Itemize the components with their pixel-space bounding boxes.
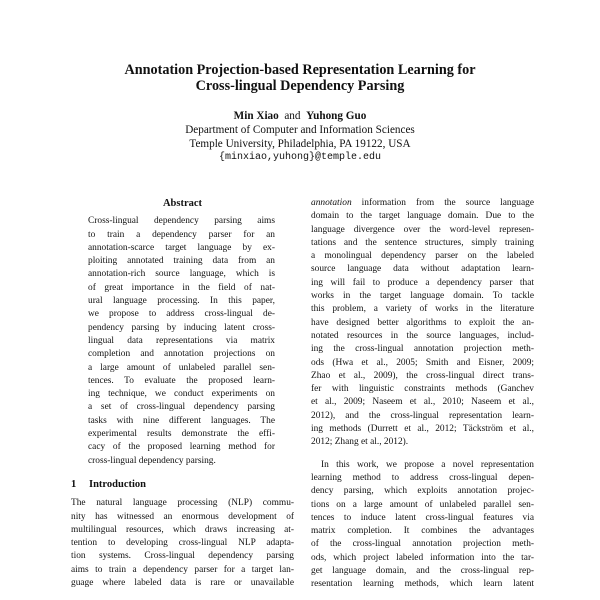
right-line: tences to induce latent cross-lingual features via — [311, 512, 534, 523]
right-line: dency parsing, which exploits annotation projec- — [311, 486, 534, 497]
abstract-line: Cross-lingual dependency parsing aims — [88, 216, 275, 227]
right-line: learning method to address cross-lingual depen- — [311, 472, 534, 483]
author-email: {minxiao,yuhong}@temple.edu — [218, 152, 382, 163]
right-line: tations and the sentence structures, simply training — [311, 237, 534, 248]
intro-line: tention to developing cross-lingual NLP adapta- — [71, 538, 294, 549]
abstract-line: ural language processing. In this paper, — [88, 296, 275, 307]
abstract-line: annotation-scarce target language by ex- — [88, 242, 275, 253]
abstract-line: completion and annotation projections on — [88, 349, 275, 360]
affiliation-university: Temple University, Philadelphia, PA 19122, USA — [189, 138, 411, 150]
intro-line: nity has witnessed an enormous development of — [71, 511, 294, 522]
right-line: ing the cross-lingual annotation projection meth- — [311, 344, 534, 355]
introduction-paragraph — [71, 497, 294, 590]
right-line: notated resources in the source languages, includ- — [311, 330, 534, 341]
author-block — [0, 109, 600, 165]
abstract-line: to train a dependency parser for an — [88, 229, 275, 240]
right-line: works in the target language domain. To tackle — [311, 291, 534, 302]
author-and: and — [284, 110, 301, 122]
right-line: a monolingual dependency parser on the labeled — [311, 251, 534, 262]
right-line: have designed better algorithms to exploit the an- — [311, 317, 534, 328]
abstract-line: a large amount of unlabeled parallel sen- — [88, 362, 275, 373]
left-column — [71, 197, 294, 590]
abstract-line: annotation-rich source language, which is — [88, 269, 275, 280]
intro-line: The natural language processing (NLP) commu- — [71, 498, 294, 509]
right-line: matrix completion. It combines the advantages — [311, 526, 534, 537]
abstract-line: tasks with nine different languages. The — [88, 415, 275, 426]
right-line: et al., 2009; Naseem et al., 2010; Naseem et al., — [311, 397, 534, 408]
emphasis-annotation: annotation — [311, 198, 352, 208]
author-1: Min Xiao — [233, 110, 279, 122]
section-title: Introduction — [89, 478, 146, 490]
abstract-line: ploiting annotated training data from an — [88, 256, 275, 267]
right-line: get language domain, and the cross-lingual rep- — [311, 566, 534, 577]
section-heading-introduction — [71, 478, 294, 491]
title-line-1: Annotation Projection-based Representation Learning for — [124, 62, 476, 78]
intro-line: multilingual resources, which draws increasing at- — [71, 524, 294, 535]
intro-line: tion systems. Cross-lingual dependency parsing — [71, 551, 294, 562]
right-line-rest: information from the source language — [351, 198, 534, 208]
author-names — [0, 109, 600, 123]
title-line-2: Cross-lingual Dependency Parsing — [195, 78, 405, 94]
right-line: resentation learning methods, which learn latent — [311, 579, 534, 590]
right-line: this problem, a variety of works in the literature — [311, 304, 534, 315]
abstract-line: of great importance in the field of nat- — [88, 282, 275, 293]
right-line: language divergence over the word-level represen- — [311, 224, 534, 235]
right-line: source language data without adaptation learn- — [311, 264, 534, 275]
abstract-line: cross-lingual dependency parsing. — [88, 455, 216, 466]
author-2: Yuhong Guo — [306, 110, 367, 122]
right-line: of the cross-lingual annotation projection meth- — [311, 539, 534, 550]
right-paragraph-2 — [311, 459, 534, 592]
right-line: fer with linguistic constraints methods (Ganchev — [311, 384, 534, 395]
abstract-line: we propose to address cross-lingual de- — [88, 309, 275, 320]
abstract-line: a set of cross-lingual dependency parsing — [88, 402, 275, 413]
abstract-line: tences. To evaluate the proposed learn- — [88, 375, 275, 386]
right-line — [311, 197, 534, 210]
right-line: tions on a large amount of unlabeled parallel sen- — [311, 499, 534, 510]
right-line: ing will fail to produce a dependency parser that — [311, 277, 534, 288]
abstract-body — [71, 215, 294, 468]
affiliation-department: Department of Computer and Information Sciences — [185, 124, 415, 136]
abstract-heading: Abstract — [162, 198, 203, 209]
paper-title — [0, 62, 600, 94]
abstract-line: ing technique, we conduct experiments on — [88, 389, 275, 400]
right-line: domain to the target language domain. Due to the — [311, 211, 534, 222]
right-line: ods, which project labeled information into the tar- — [311, 552, 534, 563]
abstract-line: cacy of the proposed learning method for — [88, 442, 275, 453]
section-number: 1 — [71, 478, 77, 490]
right-line: ing methods (Durrett et al., 2012; Täckström et al., — [311, 424, 534, 435]
abstract-line: pendency parsing by inducing latent cross- — [88, 322, 275, 333]
right-paragraph-1 — [311, 197, 534, 450]
right-line: Zhao et al., 2009), the cross-lingual direct trans- — [311, 370, 534, 381]
intro-line: guage where labeled data is rare or unavailable — [71, 578, 294, 589]
abstract-line: experimental results demonstrate the effi- — [88, 429, 275, 440]
right-line: 2012; Zhang et al., 2012). — [311, 437, 409, 448]
right-column — [311, 197, 534, 592]
right-line: 2012), and the cross-lingual representation learn- — [311, 410, 534, 421]
intro-line: aims to train a dependency parser for a target lan- — [71, 564, 294, 575]
abstract-line: lingual data representations via matrix — [88, 335, 275, 346]
right-line: In this work, we propose a novel representation — [321, 459, 534, 470]
right-line: ods (Hwa et al., 2005; Smith and Eisner, 2009; — [311, 357, 534, 368]
